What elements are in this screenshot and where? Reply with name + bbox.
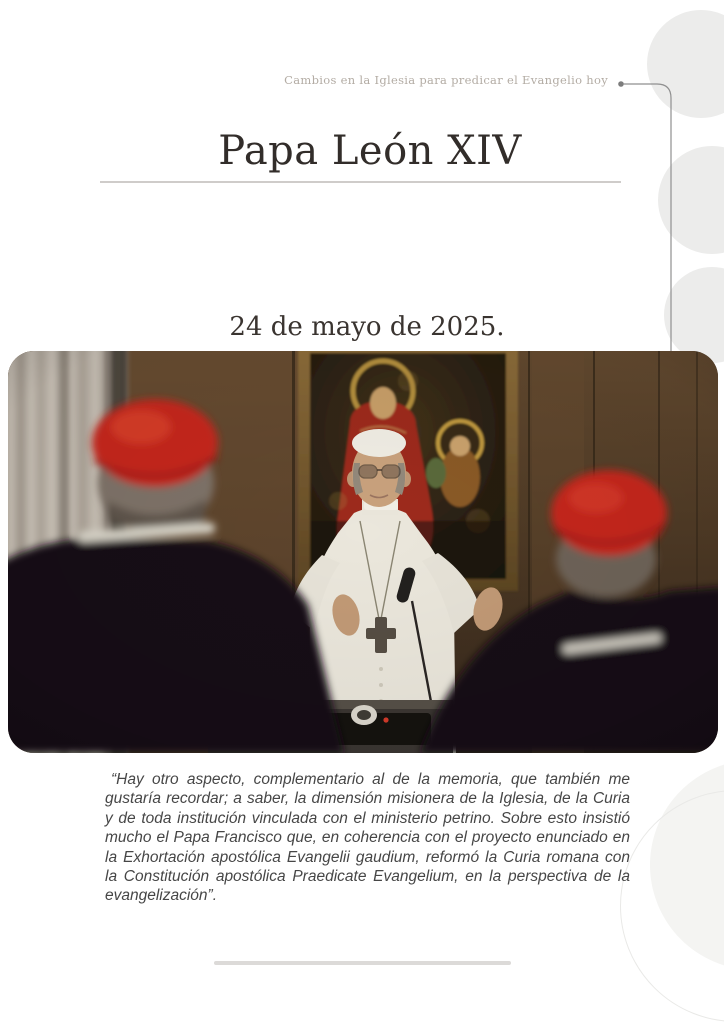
quote-paragraph: “Hay otro aspecto, complementario al de la memoria, que también me gustaría recordar; a saber, la dimensión misionera de la Iglesia, de la Curia y de toda institución vinculada con el ministerio petrino. Sobre esto insistió mucho el Papa Francisco que, en coherencia con el proyecto enunciado en la Exhortación apostólica Evangelii gaudium, reformó la Curia romana con la Constitución apostólica Praedicate Evangelium, en la perspectiva de la evangelización”. — [105, 771, 630, 905]
deco-circle-bottom-outline — [620, 790, 724, 1022]
connector-dot — [618, 81, 624, 87]
photo-scene — [8, 351, 718, 753]
bottom-divider — [214, 961, 511, 965]
page-title: Papa León XIV — [218, 128, 522, 174]
photo-vignette — [8, 351, 718, 753]
title-underline — [100, 181, 621, 183]
photo-papa-leon-con-cardenales — [8, 351, 718, 753]
kicker-text: Cambios en la Iglesia para predicar el Evangelio hoy — [284, 73, 608, 87]
date-line: 24 de mayo de 2025. — [229, 312, 505, 342]
